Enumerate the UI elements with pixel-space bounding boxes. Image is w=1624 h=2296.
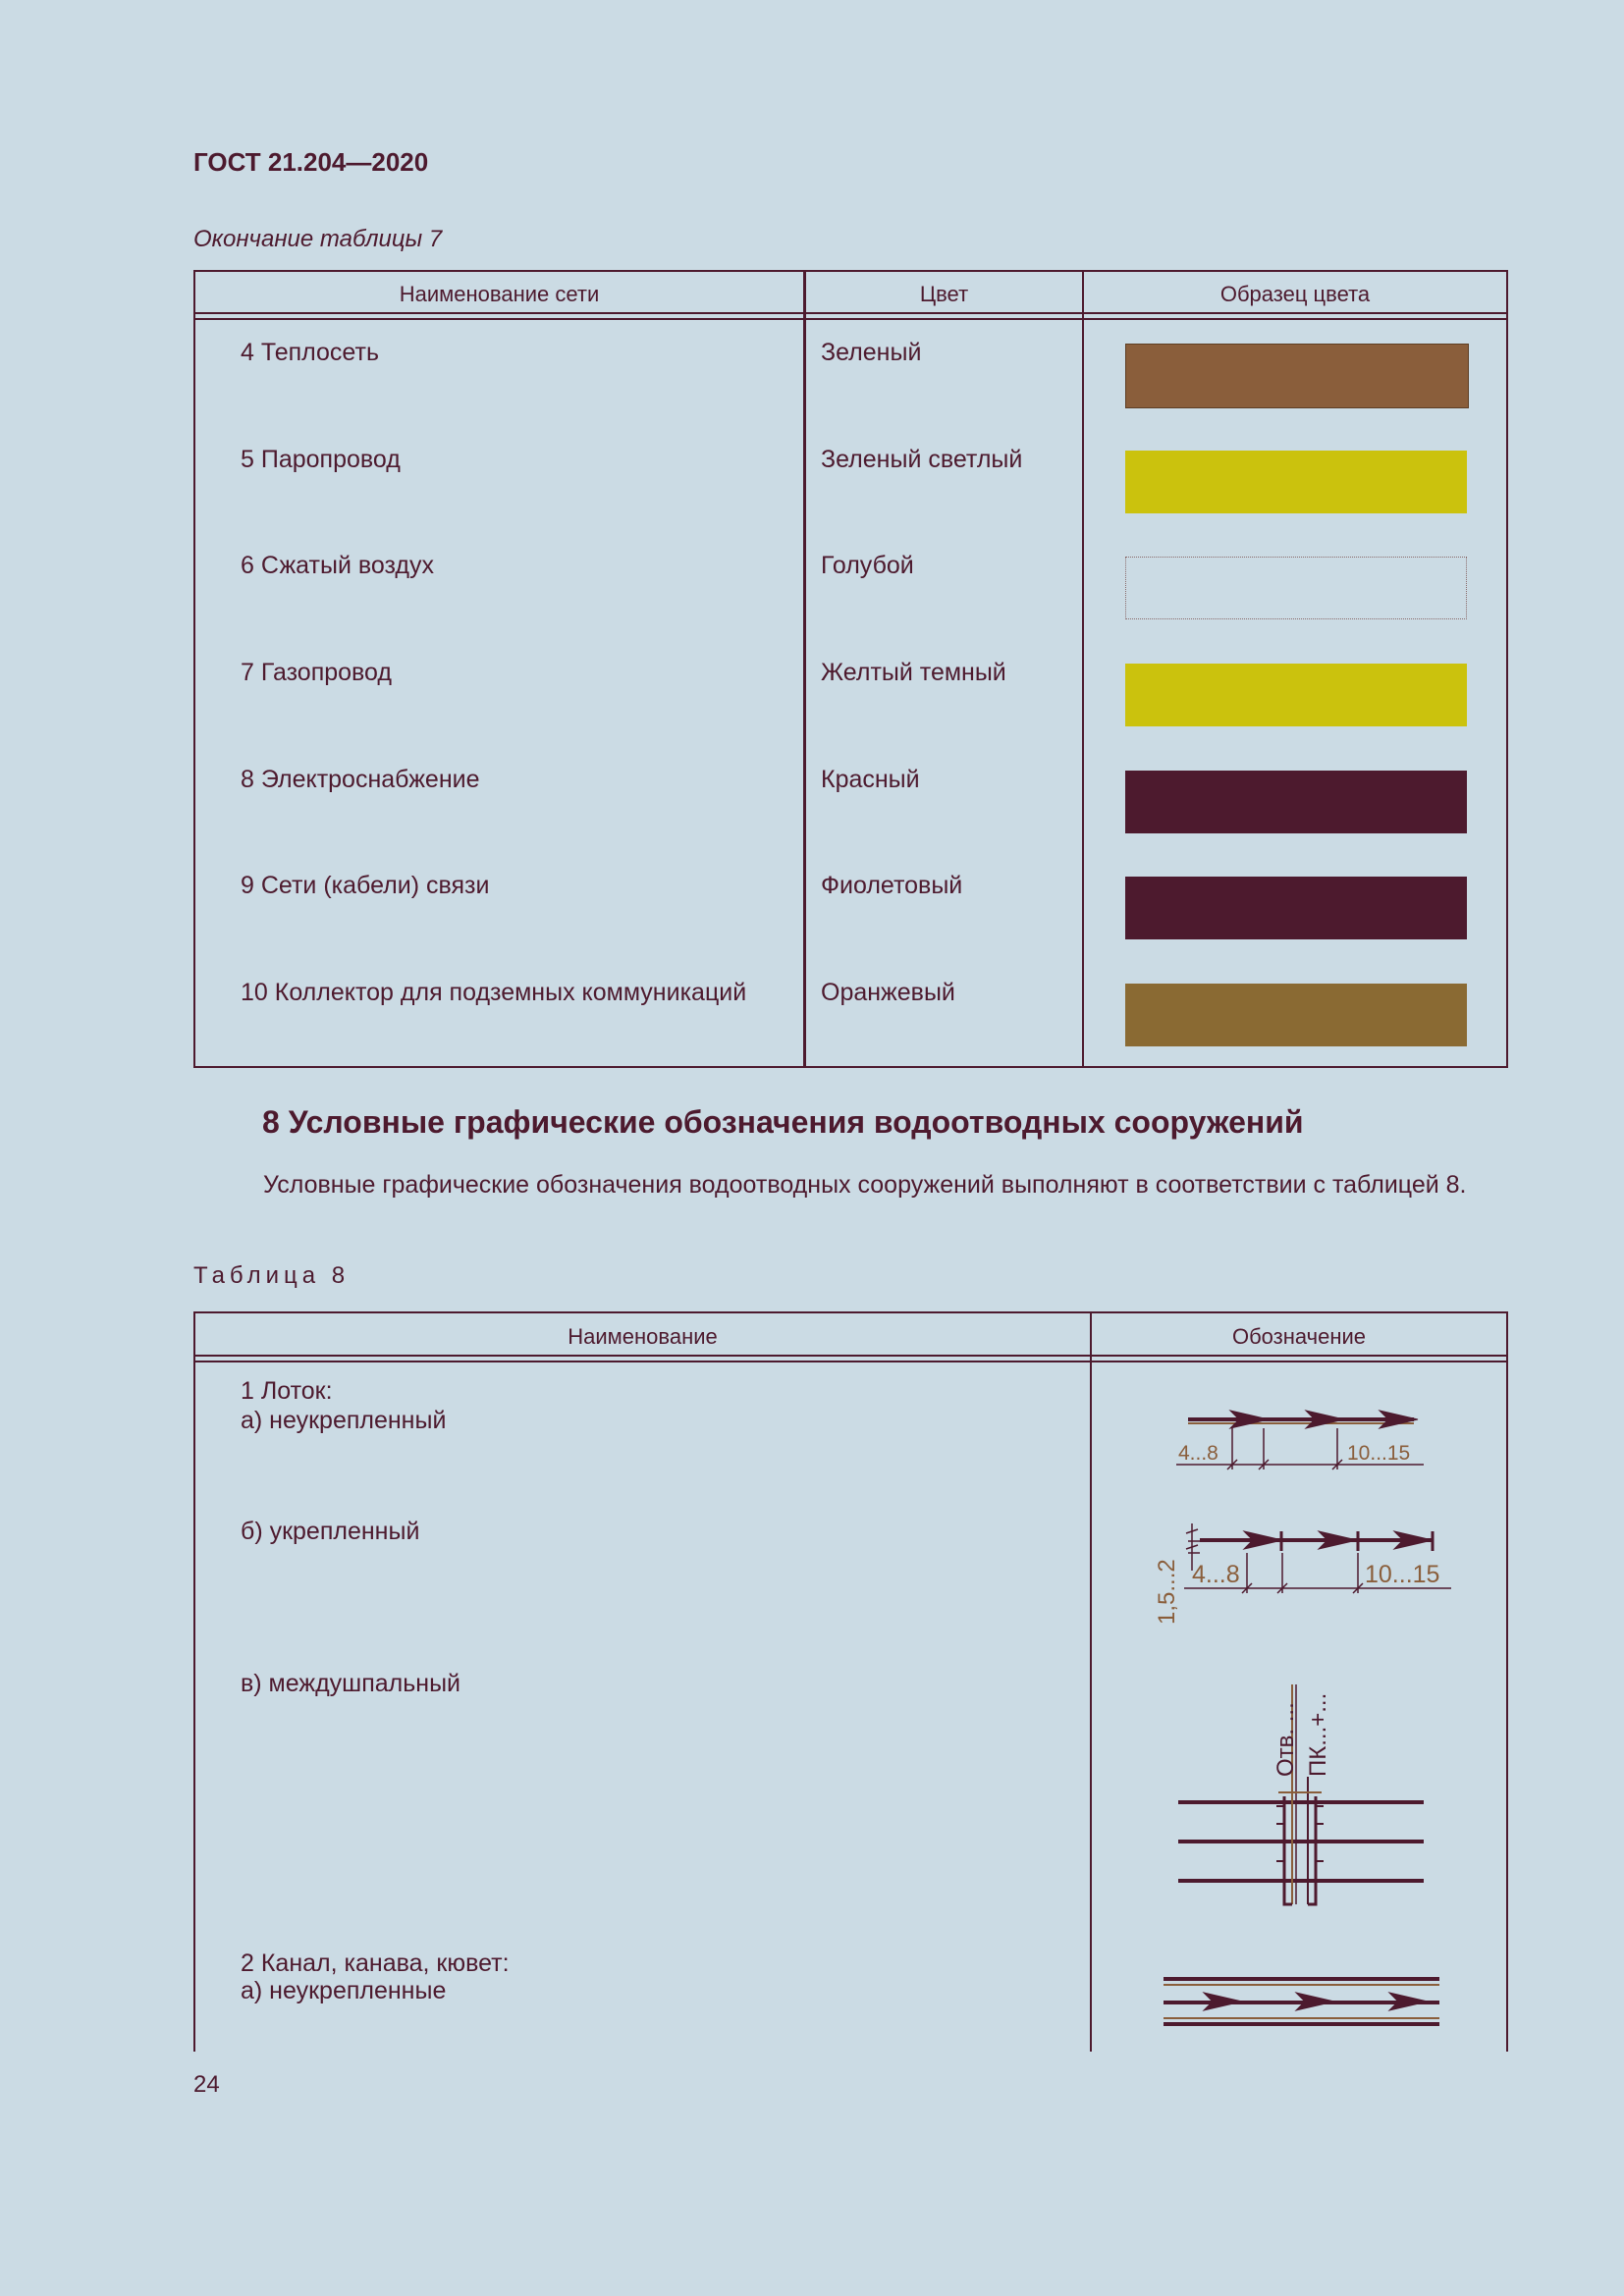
network-name: 9 Сети (кабели) связи (241, 872, 490, 899)
item-label: а) неукрепленный (241, 1407, 447, 1434)
item-label: б) укрепленный (241, 1518, 420, 1545)
column-header-symbol: Обозначение (1231, 1324, 1367, 1349)
item-label: 2 Канал, канава, кювет: (241, 1949, 510, 1977)
color-name: Зеленый светлый (821, 446, 1023, 473)
color-name: Фиолетовый (821, 872, 963, 899)
dimension-label: Отв. ... (1272, 1702, 1299, 1777)
table-caption: Окончание таблицы 7 (193, 226, 443, 252)
network-name: 8 Электроснабжение (241, 766, 480, 793)
column-header-name: Наименование (568, 1324, 718, 1349)
column-header-color: Цвет (919, 282, 969, 306)
color-name: Красный (821, 766, 920, 793)
color-name: Голубой (821, 552, 914, 579)
section-paragraph: Условные графические обозначения водоотводных сооружений выполняют в соответствии с таблицей 8. (263, 1171, 1467, 1199)
network-name: 4 Теплосеть (241, 339, 379, 366)
item-label: 1 Лоток: (241, 1377, 333, 1405)
table-label: Таблица 8 (193, 1262, 351, 1289)
network-name: 5 Паропровод (241, 446, 401, 473)
dimension-label: 10...15 (1347, 1442, 1411, 1465)
network-name: 7 Газопровод (241, 659, 392, 686)
color-name: Оранжевый (821, 979, 955, 1006)
page-number: 24 (193, 2071, 220, 2098)
section-title: 8 Условные графические обозначения водоотводных сооружений (262, 1104, 1304, 1140)
dimension-label: 4...8 (1192, 1561, 1240, 1588)
network-name: 10 Коллектор для подземных коммуникаций (241, 979, 747, 1006)
network-name: 6 Сжатый воздух (241, 552, 434, 579)
color-name: Зеленый (821, 339, 922, 366)
channel-unlined-symbol (1164, 1979, 1439, 2024)
dimension-label: 1,5...2 (1154, 1559, 1180, 1625)
document-code: ГОСТ 21.204—2020 (193, 147, 429, 177)
column-header-sample: Образец цвета (1219, 282, 1371, 306)
dimension-label: 10...15 (1365, 1561, 1440, 1588)
dimension-label: 4...8 (1178, 1442, 1218, 1465)
dimension-label: ПК...+... (1305, 1692, 1331, 1777)
item-label: а) неукрепленные (241, 1977, 447, 2004)
color-name: Желтый темный (821, 659, 1006, 686)
tray-inter-sleeper-symbol (1178, 1684, 1424, 1904)
item-label: в) междушпальный (241, 1670, 461, 1697)
column-header-network: Наименование сети (399, 282, 600, 306)
